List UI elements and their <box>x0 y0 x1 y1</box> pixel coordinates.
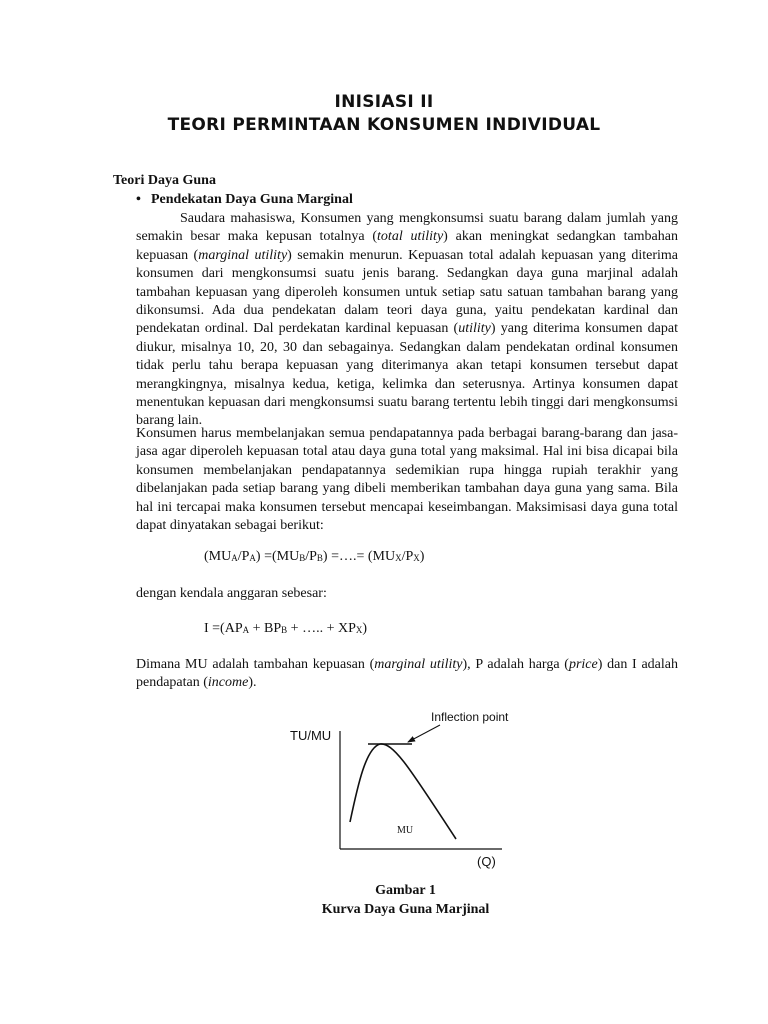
paragraph-text: ) semakin menurun. Kepuasan total adalah kepuasan yang diterima konsumen dari mengkonsumsi suatu jenis barang. Sedangkan daya guna marjinal adalah tambahan kepuasan yang diperoleh konsumen untuk setiap satu satuan tambahan barang yang dikonsumsi. Ada dua pendekatan dalam teori daya guna, yaitu pendekatan kardinal dan pendekatan ordinal. Dal perdekatan kardinal kepuasan ( <box>136 247 678 337</box>
term-italic: utility <box>458 321 491 337</box>
bullet-heading: Pendekatan Daya Guna Marginal <box>151 192 353 207</box>
document-subtitle: TEORI PERMINTAAN KONSUMEN INDIVIDUAL <box>167 115 601 135</box>
paragraph-utility-intro <box>136 210 678 431</box>
paragraph-definitions: Dimana MU adalah tambahan kepuasan (marginal utility), P adalah harga (price) dan I adalah pendapatan (income). <box>136 657 678 691</box>
paragraph-text: ) akan meningkat sedangkan tambahan kepuasan ( <box>136 229 678 263</box>
x-axis-label: (Q) <box>477 854 496 869</box>
bullet-item <box>136 192 353 208</box>
annotation-label: Inflection point <box>431 710 509 724</box>
term-italic: income <box>207 675 249 691</box>
annotation-arrow <box>408 725 440 742</box>
curve-label: MU <box>397 825 414 836</box>
paragraph-text: Saudara mahasiswa, Konsumen yang mengkonsumsi suatu barang dalam jumlah yang semakin besar maka kepusan totalnya ( <box>136 211 678 245</box>
y-axis-label: TU/MU <box>290 728 332 743</box>
formula-equimarginal: $(MU_A/P_A) =(MU_B/P_B)$ =….= $(MU_X/P_X)$ <box>204 549 425 564</box>
paragraph-text: ) yang diterima konsumen dapat diukur, misalnya 10, 20, 30 dan sebagainya. Sedangkan dalam pendekatan ordinal konsumen tidak perlu tahu berapa kepuasan yang diterimanya akan tetapi konsumen tersebut dapat merangkingnya, misalnya kedua, ketiga, kelimka dan seterusnya. Artinya konsumen dapat menentukan kepuasan dari mengkonsumsi suatu barang tertentu lebih tinggi dari mengkonsumsi barang lain. <box>136 321 678 429</box>
figure-caption-number: Gambar 1 <box>375 883 436 898</box>
marginal-utility-diagram <box>280 704 520 876</box>
budget-constraint-text: dengan kendala anggaran sebesar: <box>136 586 327 601</box>
term-italic: total utility <box>377 229 444 245</box>
paragraph-equilibrium: Konsumen harus membelanjakan semua pendapatannya pada berbagai barang-barang dan jasa-jasa agar diperoleh kepuasan total atau daya guna total yang maksimal. Hal ini bisa dicapai bila konsumen membelanjakan pendapatannya sedemikian rupa hingga rupiah terakhir yang dibelanjakan pada setiap barang yang dibeli memberikan tambahan daya guna yang sama. Bila hal ini tercapai maka konsumen tersebut mencapai keseimbangan. Maksimisasi daya guna total dapat dinyatakan sebagai berikut: <box>136 426 678 534</box>
figure-caption-title: Kurva Daya Guna Marjinal <box>321 902 490 917</box>
term-italic: marginal utility <box>198 247 288 263</box>
formula-budget: $I =(AP_A + BP_B$ + ….. + $XP_X$) <box>204 621 368 636</box>
term-italic: marginal utility <box>374 657 463 672</box>
bullet-marker: • <box>136 192 141 207</box>
term-italic: price <box>568 657 598 672</box>
section-heading: Teori Daya Guna <box>113 173 216 188</box>
document-title: INISIASI II <box>334 92 434 112</box>
